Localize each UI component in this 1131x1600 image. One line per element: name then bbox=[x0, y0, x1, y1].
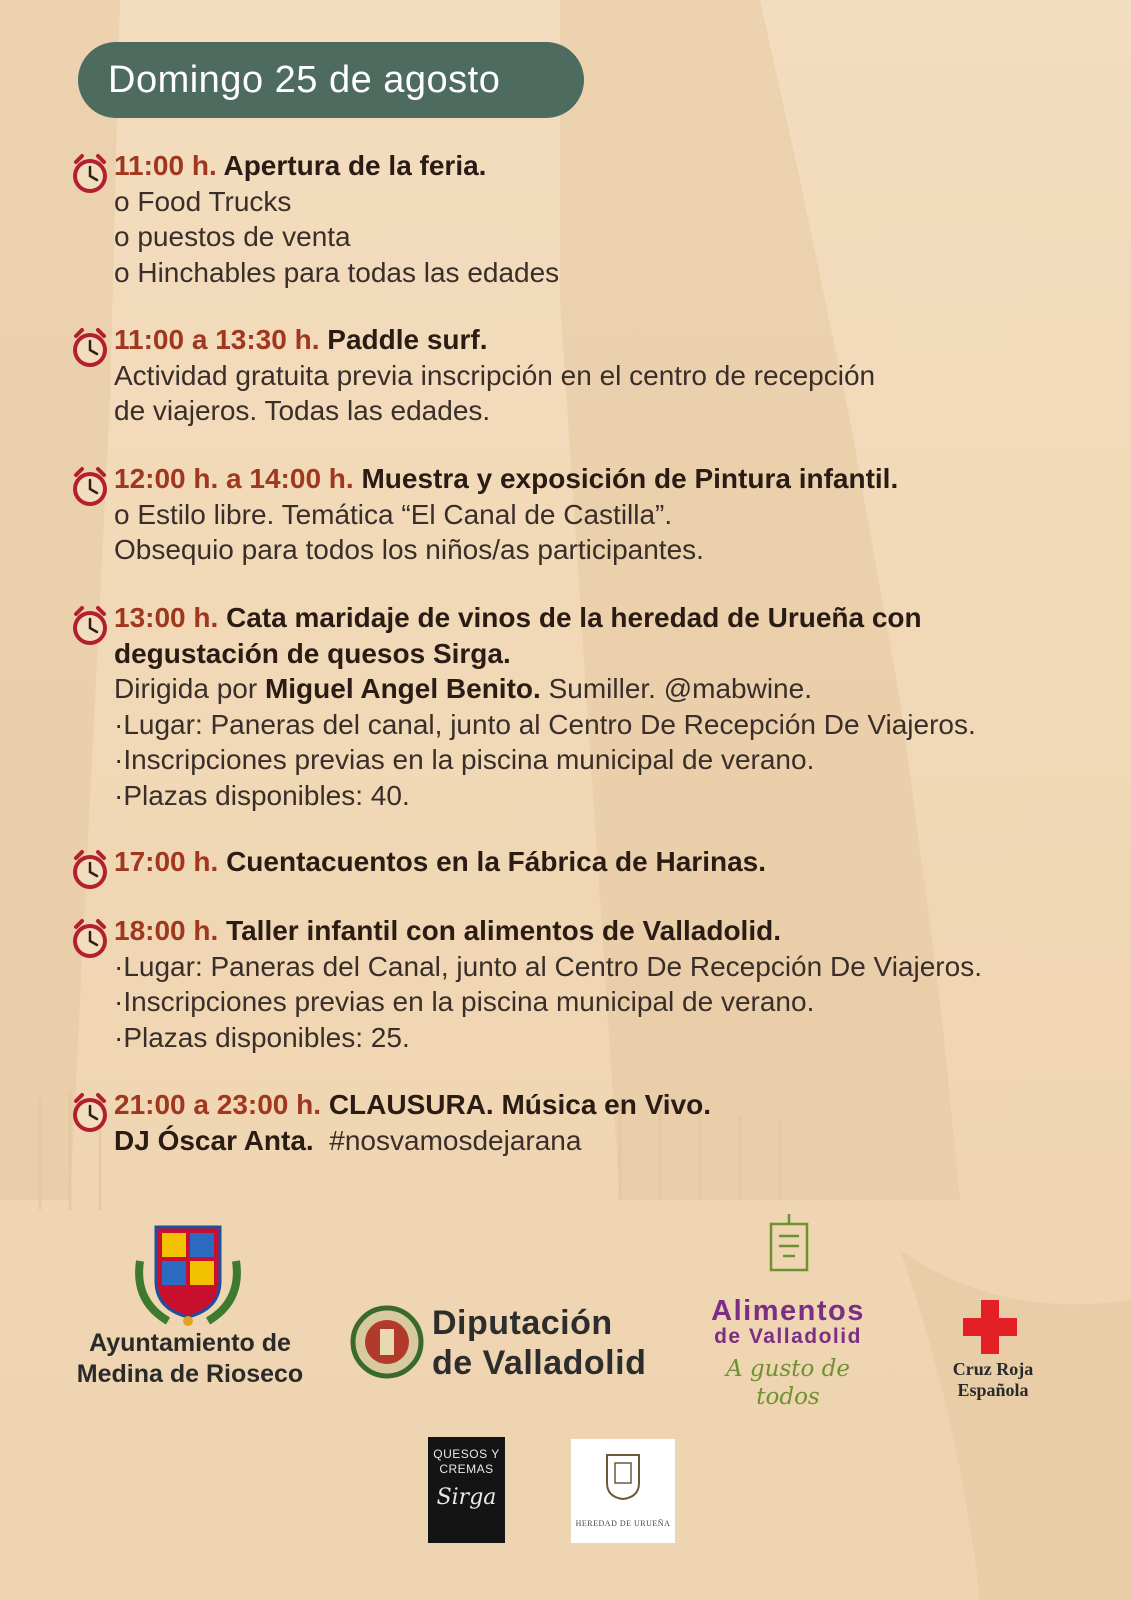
event-detail: ·Lugar: Paneras del Canal, junto al Centro De Recepción De Viajeros. bbox=[114, 950, 982, 982]
alimentos-line1: Alimentos bbox=[711, 1295, 865, 1327]
event-performer: DJ Óscar Anta. #nosvamosdejarana bbox=[114, 1124, 582, 1156]
heredad-de-uruena-logo: HEREDAD DE URUEÑA bbox=[571, 1439, 675, 1543]
event-time: 13:00 h. bbox=[114, 602, 219, 633]
event-title: Paddle surf. bbox=[327, 324, 488, 355]
event-item bbox=[70, 844, 1090, 880]
heredad-shield-icon bbox=[605, 1453, 641, 1501]
event-director: Dirigida por Miguel Angel Benito. Sumiller. @mabwine. bbox=[114, 673, 812, 704]
event-title: Cata maridaje de vinos de la heredad de Urueña con bbox=[226, 602, 922, 633]
event-item bbox=[70, 1087, 1090, 1158]
alarm-clock-icon bbox=[70, 465, 110, 509]
diputacion-name: Diputación de Valladolid bbox=[432, 1304, 647, 1382]
event-title: Cuentacuentos en la Fábrica de Harinas. bbox=[226, 846, 767, 877]
event-detail: o Food Trucks bbox=[114, 185, 292, 217]
medina-de-rioseco-coat-of-arms-icon bbox=[128, 1221, 248, 1331]
alimentos-de-valladolid-emblem-icon bbox=[763, 1210, 815, 1276]
event-item bbox=[70, 148, 1090, 290]
event-time: 18:00 h. bbox=[114, 915, 219, 946]
sirga-logo: QUESOS Y CREMAS Sirga bbox=[428, 1437, 505, 1543]
alarm-clock-icon bbox=[70, 604, 110, 648]
event-time: 11:00 h. bbox=[114, 150, 217, 181]
event-title: Apertura de la feria. bbox=[223, 150, 487, 181]
event-detail: de viajeros. Todas las edades. bbox=[114, 395, 491, 426]
event-item bbox=[70, 322, 1090, 429]
event-detail: o Estilo libre. Temática “El Canal de Castilla”. bbox=[114, 498, 673, 530]
alarm-clock-icon bbox=[70, 917, 110, 961]
alarm-clock-icon bbox=[70, 326, 110, 370]
event-detail: o Hinchables para todas las edades bbox=[114, 256, 560, 288]
event-detail: ·Lugar: Paneras del canal, junto al Centro De Recepción De Viajeros. bbox=[114, 708, 976, 740]
cruz-roja-name: Cruz Roja Española bbox=[952, 1359, 1034, 1400]
sponsor-logos bbox=[0, 1215, 1131, 1595]
event-title: Muestra y exposición de Pintura infantil. bbox=[361, 463, 899, 494]
alimentos-line2: de Valladolid bbox=[714, 1325, 862, 1348]
event-time: 21:00 a 23:00 h. bbox=[114, 1089, 322, 1120]
diputacion-seal-icon bbox=[350, 1305, 424, 1379]
alimentos-tagline: A gusto de todos bbox=[726, 1356, 850, 1410]
event-title-continued: degustación de quesos Sirga. bbox=[114, 637, 511, 669]
event-detail: ·Plazas disponibles: 40. bbox=[114, 779, 410, 811]
event-detail: Actividad gratuita previa inscripción en el centro de recepción bbox=[114, 359, 876, 391]
event-detail: Obsequio para todos los niños/as participantes. bbox=[114, 534, 704, 565]
event-time: 17:00 h. bbox=[114, 846, 219, 877]
event-detail: ·Inscripciones previas en la piscina municipal de verano. bbox=[114, 986, 815, 1017]
event-title: CLAUSURA. Música en Vivo. bbox=[328, 1089, 712, 1120]
red-cross-icon bbox=[963, 1300, 1017, 1354]
event-title: Taller infantil con alimentos de Valladolid. bbox=[226, 915, 781, 946]
alarm-clock-icon bbox=[70, 152, 110, 196]
event-detail: ·Plazas disponibles: 25. bbox=[114, 1021, 410, 1053]
alarm-clock-icon bbox=[70, 1091, 110, 1135]
date-header: Domingo 25 de agosto bbox=[78, 42, 584, 118]
event-item bbox=[70, 600, 1090, 813]
ayuntamiento-name: Ayuntamiento de Medina de Rioseco bbox=[76, 1329, 304, 1388]
alarm-clock-icon bbox=[70, 848, 110, 892]
event-item bbox=[70, 461, 1090, 568]
event-detail: ·Inscripciones previas en la piscina municipal de verano. bbox=[114, 744, 815, 775]
event-time: 12:00 h. a 14:00 h. bbox=[114, 463, 354, 494]
event-detail: o puestos de venta bbox=[114, 221, 351, 252]
event-time: 11:00 a 13:30 h. bbox=[114, 324, 320, 355]
event-item bbox=[70, 913, 1090, 1055]
